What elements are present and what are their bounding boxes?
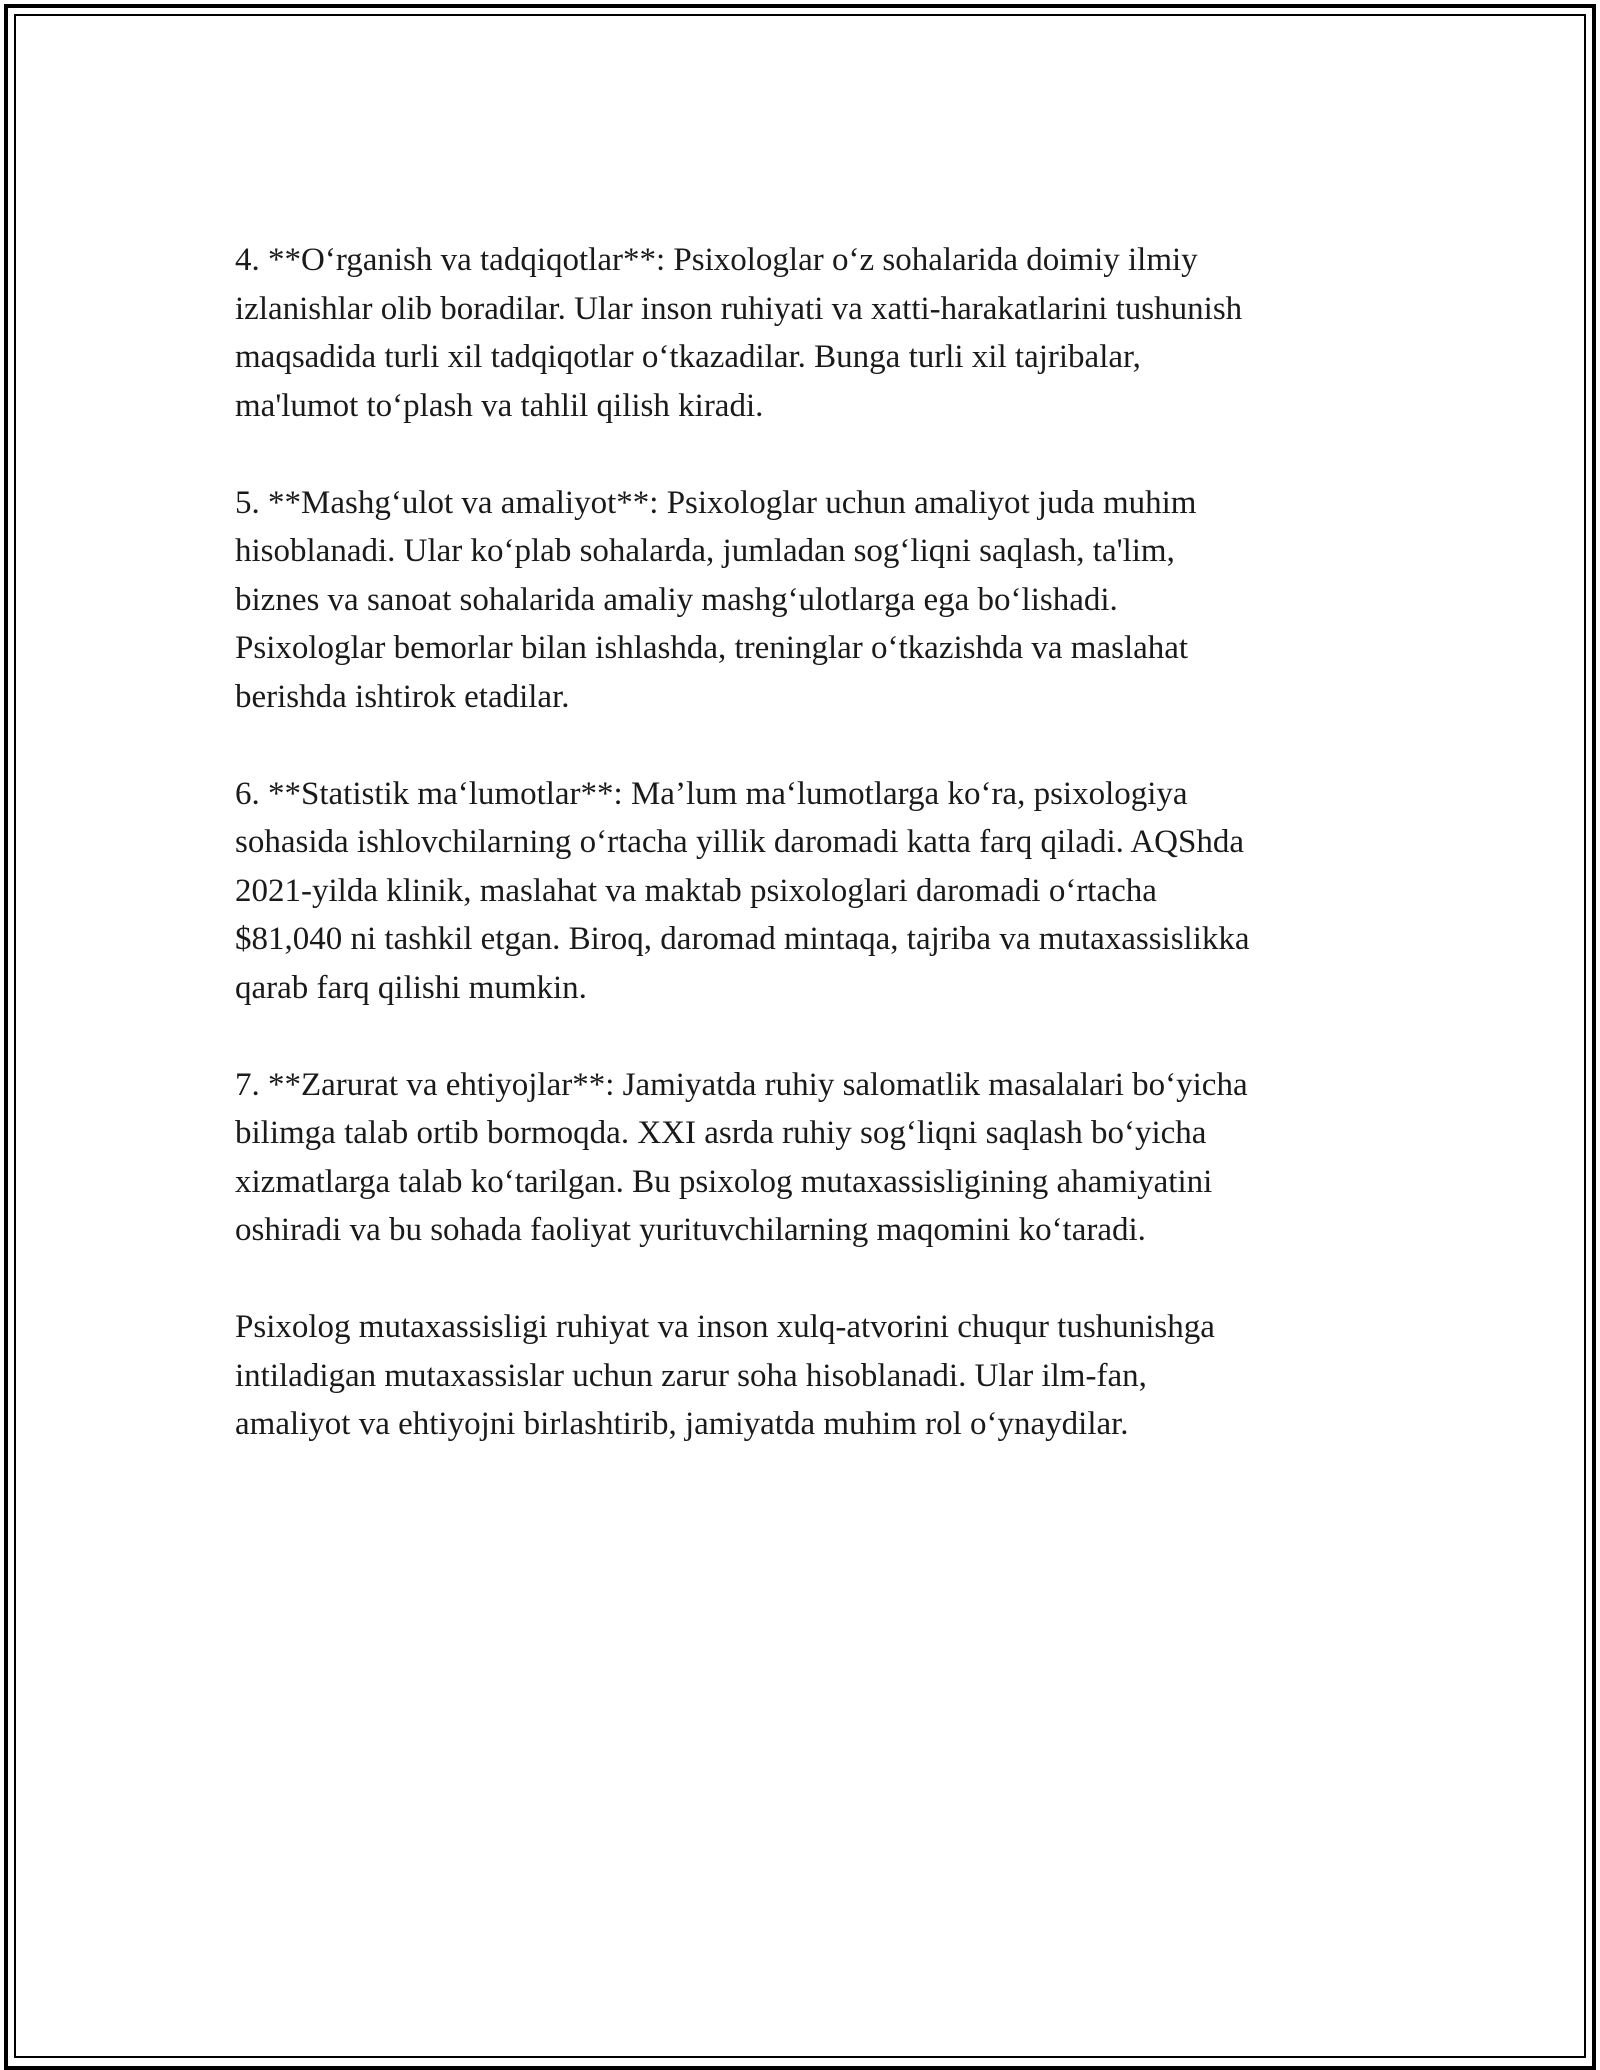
paragraph-section-6: 6. **Statistik ma‘lumotlar**: Ma’lum ma‘lumotlarga ko‘ra, psixologiya sohasida ishlovchilarning o‘rtacha yillik daromadi katta farq qiladi. AQShda 2021-yilda klinik, maslahat va maktab psixologlari daromadi o‘rtacha $81,040 ni tashkil etgan. Biroq, daromad mintaqa, tajriba va mutaxassislikka qarab farq qilishi mumkin. (235, 775, 1250, 1006)
paragraph-section-5: 5. **Mashg‘ulot va amaliyot**: Psixologlar uchun amaliyot juda muhim hisoblanadi. Ular ko‘plab sohalarda, jumladan sog‘liqni saqlash, ta'lim, biznes va sanoat sohalarida amaliy mashg‘ulotlarga ega bo‘lishadi. Psixologlar bemorlar bilan ishlashda, treninglar o‘tkazishda va maslahat berishda ishtirok etadilar. (235, 484, 1197, 715)
paragraph-section-7: 7. **Zarurat va ehtiyojlar**: Jamiyatda ruhiy salomatlik masalalari bo‘yicha bilimga talab ortib bormoqda. XXI asrda ruhiy sog‘liqni saqlash bo‘yicha xizmatlarga talab ko‘tarilgan. Bu psixolog mutaxassisligining ahamiyatini oshiradi va bu sohada faoliyat yurituvchilarning maqomini ko‘taradi. (235, 1066, 1248, 1248)
paragraph-conclusion: Psixolog mutaxassisligi ruhiyat va inson xulq-atvorini chuqur tushunishga intiladigan mutaxassislar uchun zarur soha hisoblanadi. Ular ilm-fan, amaliyot va ehtiyojni birlashtirib, jamiyatda muhim rol o‘ynaydilar. (235, 1309, 1215, 1442)
document-body (235, 236, 1385, 1497)
paragraph-section-4: 4. **O‘rganish va tadqiqotlar**: Psixologlar o‘z sohalarida doimiy ilmiy izlanishlar olib boradilar. Ular inson ruhiyati va xatti-harakatlarini tushunish maqsadida turli xil tadqiqotlar o‘tkazadilar. Bunga turli xil tajribalar, ma'lumot to‘plash va tahlil qilish kiradi. (235, 242, 1243, 424)
